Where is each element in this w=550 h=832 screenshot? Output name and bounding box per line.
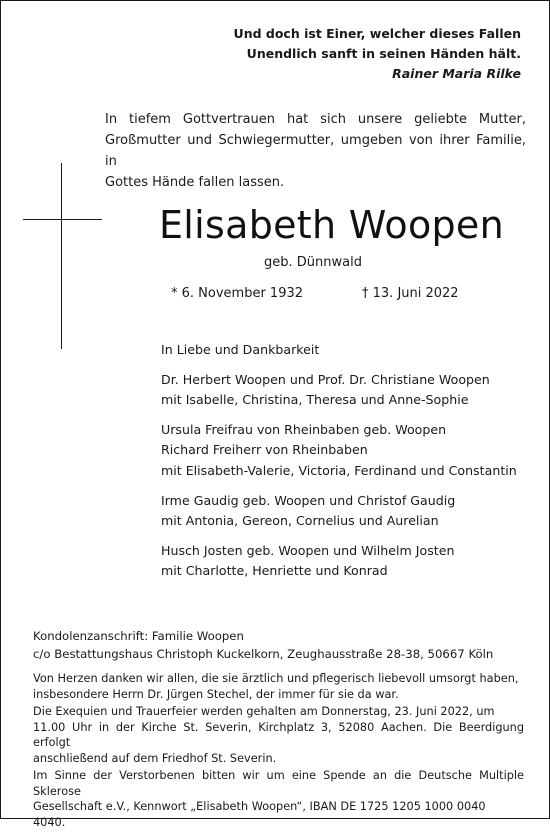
condolence-line-2: c/o Bestattungshaus Christoph Kuckelkorn, Zeughausstraße 28-38, 50667 Köln <box>33 647 494 661</box>
notes-line: insbesondere Herrn Dr. Jürgen Stechel, der immer für sie da war. <box>33 687 399 701</box>
cross-vertical-bar <box>61 163 62 349</box>
birth-date: * 6. November 1932 <box>171 286 304 301</box>
birth-name: geb. Dünnwald <box>264 255 362 270</box>
notes-line: Die Exequien und Trauerfeier werden gehalten am Donnerstag, 23. Juni 2022, um <box>33 705 495 718</box>
family-group-4 <box>161 541 517 582</box>
notes-line: 11.00 Uhr in der Kirche St. Severin, Kirchplatz 3, 52080 Aachen. Die Beerdigung erfolgt <box>33 720 524 749</box>
notes-line: 4040. <box>33 815 66 829</box>
family-line: Dr. Herbert Woopen und Prof. Dr. Christiane Woopen <box>161 371 490 387</box>
family-line: mit Elisabeth-Valerie, Victoria, Ferdinand und Constantin <box>161 462 517 478</box>
family-heading: In Liebe und Dankbarkeit <box>161 342 320 357</box>
notes-line: Von Herzen danken wir allen, die sie ärztlich und pflegerisch liebevoll umsorgt haben, <box>33 672 519 685</box>
thanks-paragraph <box>33 671 524 702</box>
intro-line-1: In tiefem Gottvertrauen hat sich unsere geliebte Mutter, <box>105 112 526 127</box>
notes-section <box>33 671 524 832</box>
family-group-2 <box>161 420 517 482</box>
condolence-line-1: Kondolenzanschrift: Familie Woopen <box>33 629 244 643</box>
funeral-paragraph <box>33 704 524 766</box>
family-line: Richard Freiherr von Rheinbaben <box>161 442 368 458</box>
deceased-name: Elisabeth Woopen <box>159 203 504 247</box>
cross-horizontal-bar <box>23 219 102 220</box>
family-line: mit Charlotte, Henriette und Konrad <box>161 563 388 579</box>
notes-line: anschließend auf dem Friedhof St. Severin. <box>33 751 277 765</box>
notes-line: Im Sinne der Verstorbenen bitten wir um eine Spende an die Deutsche Multiple Sklerose <box>33 769 524 798</box>
quote-author: Rainer Maria Rilke <box>392 66 521 81</box>
family-line: Husch Josten geb. Woopen und Wilhelm Josten <box>161 542 455 558</box>
family-line: Ursula Freifrau von Rheinbaben geb. Woopen <box>161 421 447 437</box>
donation-paragraph <box>33 768 524 830</box>
family-line: Irme Gaudig geb. Woopen und Christof Gaudig <box>161 492 456 508</box>
intro-line-2: Großmutter und Schwiegermutter, umgeben von ihrer Familie, in <box>105 133 526 169</box>
death-date: † 13. Juni 2022 <box>362 286 459 301</box>
condolence-address <box>33 627 493 663</box>
rilke-quote <box>234 24 521 84</box>
family-group-3 <box>161 491 517 532</box>
quote-line-2: Unendlich sanft in seinen Händen hält. <box>246 46 521 61</box>
family-list <box>161 340 517 591</box>
intro-text <box>105 109 526 193</box>
quote-line-1: Und doch ist Einer, welcher dieses Fallen <box>233 26 521 41</box>
family-line: mit Antonia, Gereon, Cornelius und Aurelian <box>161 513 439 529</box>
notes-line: Gesellschaft e.V., Kennwort „Elisabeth Woopen“, IBAN DE 1725 1205 1000 0040 <box>33 800 486 813</box>
intro-line-3: Gottes Hände fallen lassen. <box>105 175 285 190</box>
family-group-1 <box>161 370 517 411</box>
family-line: mit Isabelle, Christina, Theresa und Anne-Sophie <box>161 392 469 408</box>
